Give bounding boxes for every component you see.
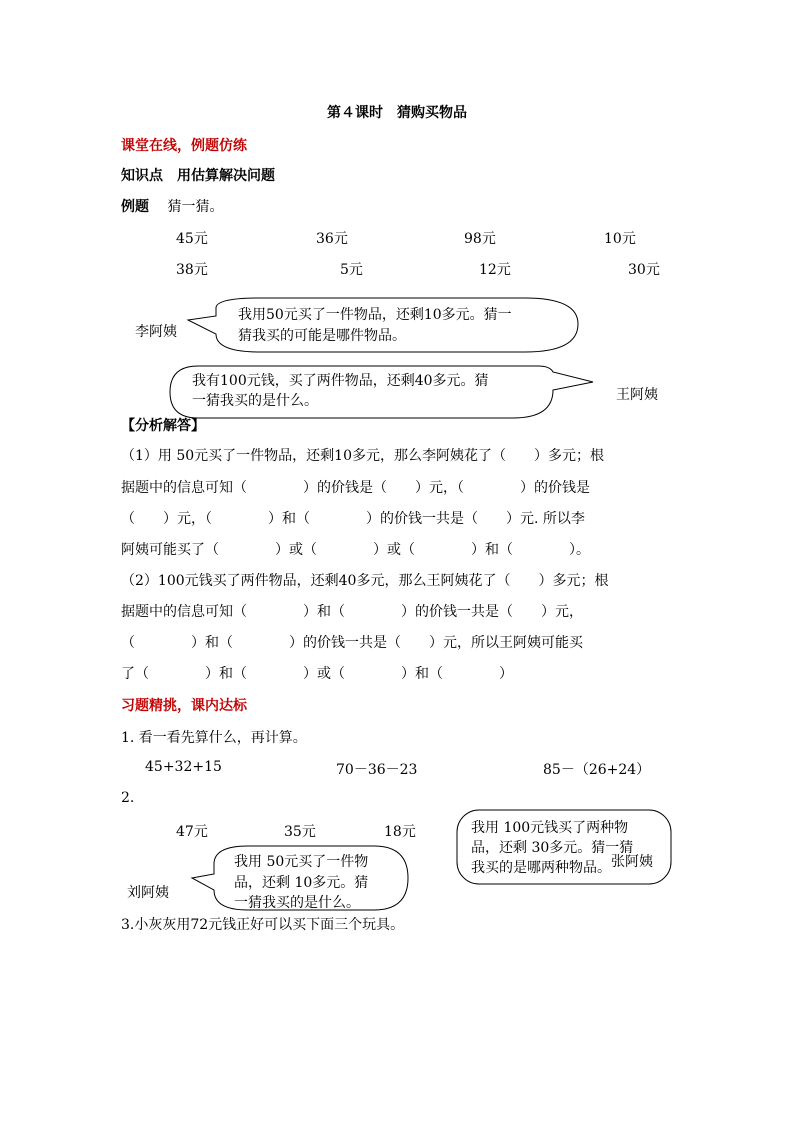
wang-bubble-line: 一猜我买的是什么。 [192, 393, 318, 409]
section-heading-exercises: 习题精挑，课内达标 [121, 698, 247, 714]
example-text: 猜一猜。 [167, 199, 224, 215]
li-bubble-line: 我用50元买了一件物品，还剩10多元。猜一 [238, 307, 512, 323]
example-line [121, 196, 223, 216]
q2-price: 47元 [176, 824, 208, 840]
expression: 70－36－23 [336, 762, 418, 778]
q2-price: 18元 [384, 824, 416, 840]
analysis-line: （ ）元，（ ）和（ ）的价钱一共是（ ）元. 所以李 [121, 511, 585, 527]
analysis-line: 据题中的信息可知（ ）的价钱是（ ）元，（ ）的价钱是 [121, 480, 590, 496]
analysis-line: （ ）和（ ）的价钱一共是（ ）元，所以王阿姨可能买 [121, 635, 583, 651]
zhang-bubble-line: 我用 100元钱买了两种物 [471, 820, 629, 836]
expression: 85－（26+24） [543, 762, 651, 778]
analysis-line: （2）100元钱买了两件物品，还剩40多元，那么王阿姨花了（ ）多元；根 [121, 573, 609, 589]
price-item: 98元 [464, 231, 496, 247]
q2-price: 35元 [284, 824, 316, 840]
zhang-bubble-line: 品，还剩 30多元。猜一猜 [471, 840, 634, 856]
liu-bubble-line: 品，还剩 10多元。猜 [234, 875, 369, 891]
price-item: 38元 [176, 262, 208, 278]
li-bubble-line: 猜我买的可能是哪件物品。 [238, 328, 406, 344]
analysis-line: 据题中的信息可知（ ）和（ ）的价钱一共是（ ）元， [121, 604, 583, 620]
price-item: 30元 [628, 262, 660, 278]
expression: 45+32+15 [145, 759, 222, 775]
question-2: 2. [121, 790, 135, 806]
example-label: 例题 [121, 199, 149, 215]
li-name: 李阿姨 [135, 324, 177, 340]
liu-bubble-line: 一猜我买的是什么。 [234, 895, 360, 911]
analysis-line: 了（ ）和（ ）或（ ）和（ ） [121, 666, 513, 682]
price-item: 10元 [604, 231, 636, 247]
price-item: 45元 [176, 231, 208, 247]
zhang-bubble-line: 我买的是哪两种物品。 [471, 860, 611, 876]
wang-bubble-line: 我有100元钱，买了两件物品，还剩40多元。猜 [192, 373, 489, 389]
price-item: 5元 [340, 262, 363, 278]
analysis-line: 阿姨可能买了（ ）或（ ）或（ ）和（ ）。 [121, 542, 590, 558]
liu-name: 刘阿姨 [127, 885, 169, 901]
speech-bubble-li [180, 294, 580, 356]
price-item: 12元 [479, 262, 511, 278]
page-title: 第４课时 猜购买物品 [327, 105, 467, 121]
liu-bubble-line: 我用 50元买了一件物 [234, 854, 369, 870]
analysis-line: （1）用 50元买了一件物品，还剩10多元，那么李阿姨花了（ ）多元；根 [121, 448, 604, 464]
analysis-header: 【分析解答】 [121, 418, 205, 434]
section-heading-classroom: 课堂在线，例题仿练 [121, 138, 247, 154]
question-1: 1. 看一看先算什么，再计算。 [121, 730, 307, 746]
wang-name: 王阿姨 [616, 387, 658, 403]
question-3: 3.小灰灰用72元钱正好可以买下面三个玩具。 [121, 917, 405, 933]
price-item: 36元 [316, 231, 348, 247]
knowledge-point: 知识点 用估算解决问题 [121, 168, 275, 184]
zhang-name: 张阿姨 [611, 854, 653, 870]
